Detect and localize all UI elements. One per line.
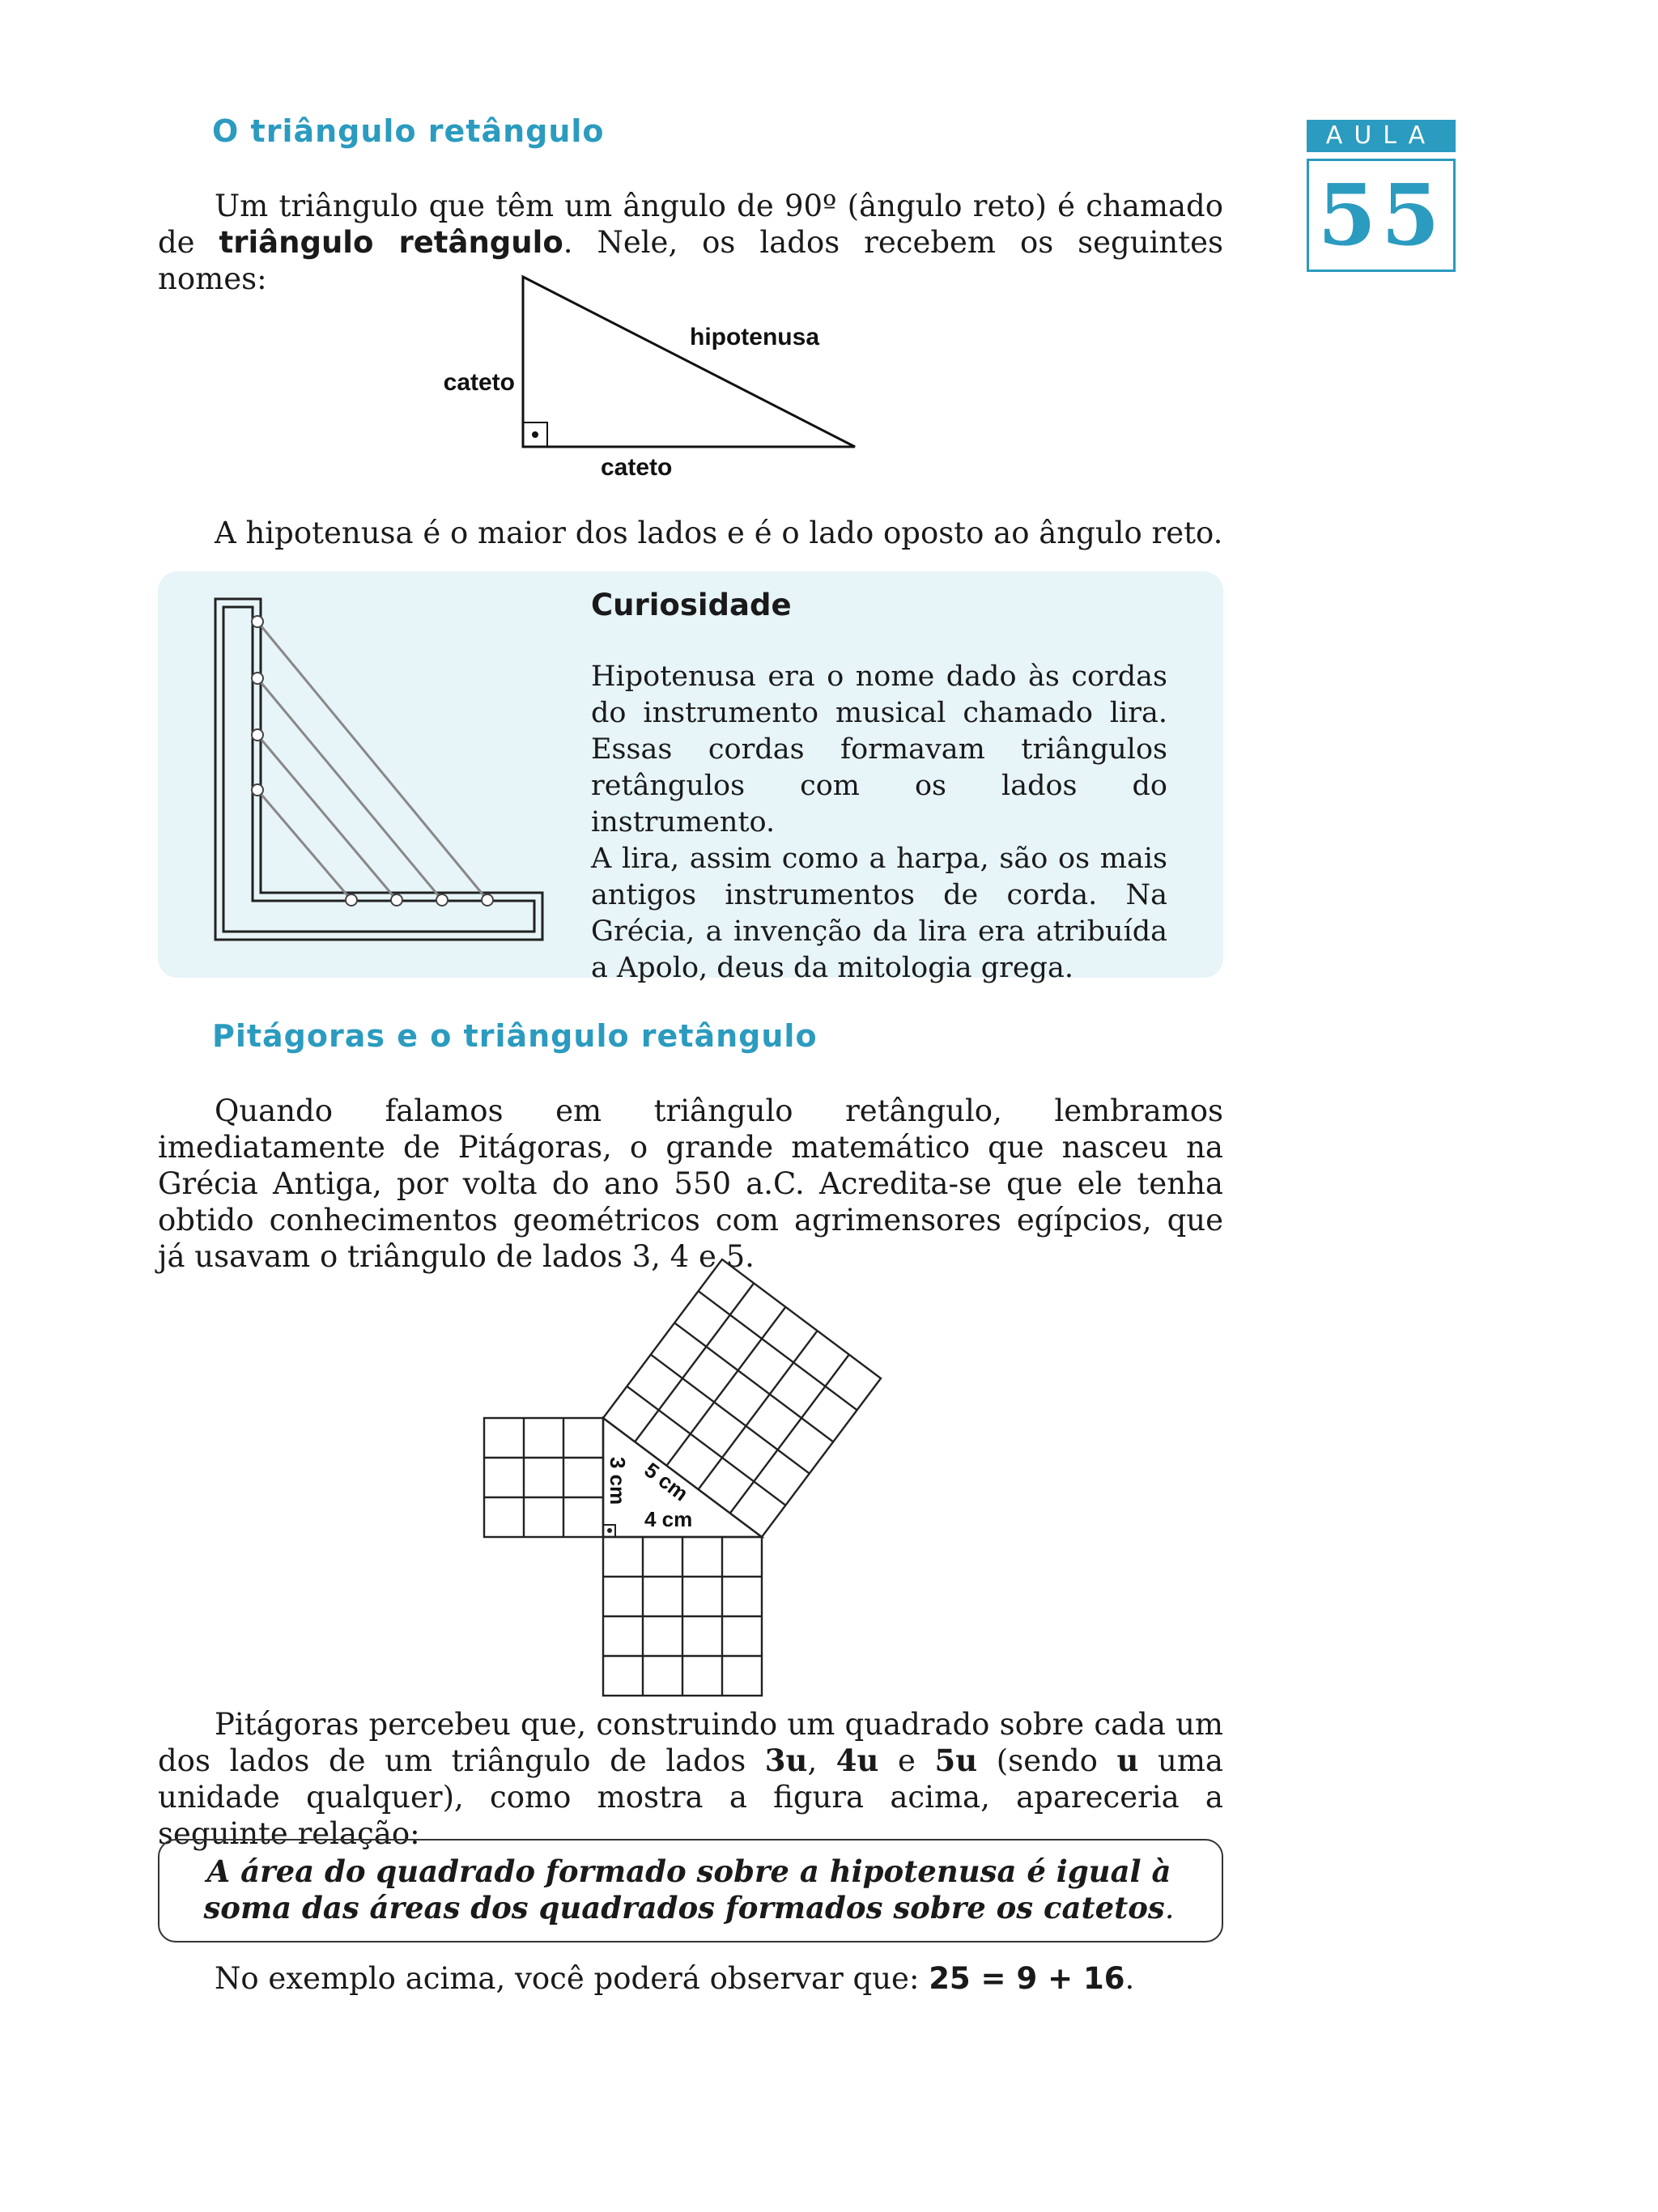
curiosity-title: Curiosidade [591,588,792,622]
label-4cm: 4 cm [644,1507,693,1531]
relation-text-1: Pitágoras percebeu que, construindo um quadrado sobre cada um dos lados de um triângulo de lados [158,1707,1223,1778]
bold-5u: 5u [934,1743,978,1778]
lyre-string [257,790,351,900]
label-leg-horizontal: cateto [601,454,673,481]
lyre-peg [252,616,263,627]
pythagoras-paragraph [158,1093,1223,1275]
curiosity-paragraph-2: A lira, assim como a harpa, são os mais antigos instrumentos de corda. Na Grécia, a invenção da lira era atribuída a Apolo, deus da mitologia grega. [591,843,1167,984]
example-equation: 25 = 9 + 16 [929,1961,1125,1996]
section-title-pythagoras: Pitágoras e o triângulo retângulo [212,1018,818,1054]
lyre-peg [436,894,448,906]
label-3cm: 3 cm [606,1457,630,1505]
hypotenuse-definition [158,515,1223,551]
theorem-line-1: A área do quadrado formado sobre a hipotenusa é igual à [206,1853,1171,1889]
theorem-period: . [1164,1891,1175,1925]
lesson-badge [1307,120,1456,272]
relation-sep-2: e [878,1743,935,1778]
lyre-string [257,678,442,900]
lyre-peg [252,729,263,741]
lyre-string [257,622,487,900]
lyre-peg [346,894,357,906]
example-text: No exemplo acima, você poderá observar que: [215,1961,929,1996]
label-hypotenuse: hipotenusa [690,324,820,350]
pythagoras-figure [478,1255,891,1704]
lyre-illustration [212,596,552,944]
bold-4u: 4u [835,1743,879,1778]
intro-bold-term: triângulo retângulo [219,225,563,260]
curiosity-paragraph-1: Hipotenusa era o nome dado às cordas do instrumento musical chamado lira. Essas cordas formavam triângulos retângulos com os lados do instrumento. [591,660,1167,839]
relation-text-3: uma unidade qualquer), como mostra a figura acima, apareceria a seguinte relação: [158,1743,1223,1851]
label-5cm: 5 cm [640,1457,693,1506]
square-on-leg-3 [484,1418,603,1537]
label-leg-vertical: cateto [443,369,515,396]
lyre-peg [252,784,263,796]
lyre-peg [252,673,263,684]
example-period: . [1124,1961,1135,1996]
pythagoras-paragraph-text: Quando falamos em triângulo retângulo, lembramos imediatamente de Pitágoras, o grande matemático que nasceu na Grécia Antiga, por volta do ano 550 a.C. Acredita-se que ele tenha obtido conhecimentos geométricos com agrimensores egípcios, que já usavam o triângulo de lados 3, 4 e 5. [158,1093,1223,1274]
lyre-string [257,735,397,900]
relation-text-2: (sendo [977,1743,1117,1778]
lesson-number: 55 [1307,159,1456,272]
hypotenuse-definition-text: A hipotenusa é o maior dos lados e é o lado oposto ao ângulo reto. [215,516,1223,550]
square-on-leg-4 [603,1537,762,1696]
triangle-shape [523,277,855,447]
section-title-right-triangle: O triângulo retângulo [212,113,605,149]
example-sentence [158,1960,1223,1997]
lyre-peg [391,894,402,906]
square-on-hypotenuse [603,1259,881,1537]
theorem-line-2: soma das áreas dos quadrados formados sobre os catetos [203,1890,1165,1925]
right-triangle-figure [421,267,874,486]
relation-sep-1: , [807,1743,836,1778]
right-angle-dot-2 [607,1528,612,1533]
pythagoras-relation-paragraph [158,1706,1223,1852]
intro-text-1: Um triângulo que têm um ângulo de 90º (ângulo reto) é chamado de [158,189,1223,260]
lyre-peg [482,894,493,906]
theorem-statement [158,1853,1220,1926]
bold-u: u [1116,1743,1139,1778]
bold-3u: 3u [764,1743,808,1778]
intro-text-2: . Nele, os lados recebem os seguintes nomes: [158,225,1223,296]
right-angle-dot [532,431,538,438]
curiosity-text [591,659,1167,987]
lesson-label: AULA [1307,120,1456,152]
